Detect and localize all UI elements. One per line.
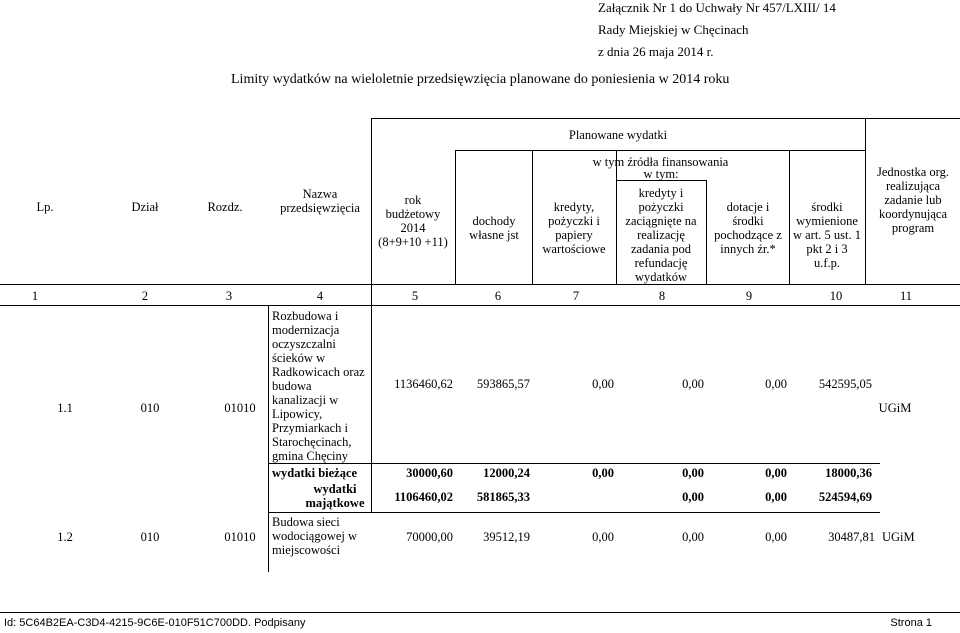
subrow-value: 12000,24 bbox=[483, 466, 530, 480]
col-header-planowane: Planowane wydatki bbox=[568, 128, 668, 142]
document-id: Id: 5C64B2EA-C3D4-4215-9C6E-010F51C700DD. Podpisany bbox=[4, 617, 306, 629]
row-value: 1136460,62 bbox=[394, 377, 453, 391]
row-jednostka: UGiM bbox=[882, 530, 915, 544]
row-lp: 1.1 bbox=[57, 401, 73, 415]
subrow-value: 0,00 bbox=[682, 490, 704, 504]
row-value: 39512,19 bbox=[483, 530, 530, 544]
row-value: 70000,00 bbox=[406, 530, 453, 544]
row-value: 0,00 bbox=[682, 530, 704, 544]
subrow-value: 30000,60 bbox=[406, 466, 453, 480]
col-header-rozdz: Rozdz. bbox=[207, 200, 243, 214]
header-line-1: Załącznik Nr 1 do Uchwały Nr 457/LXIII/ 14 bbox=[598, 0, 836, 15]
row-nazwa: Rozbudowa i modernizacja oczyszczalni ścieków w Radkowicach oraz budowa kanalizacji w Lipowicy, Przymiarkach i Starochęcinach, gmina Chęciny bbox=[272, 309, 365, 463]
row-value: 0,00 bbox=[765, 530, 787, 544]
col-number: 3 bbox=[225, 289, 233, 303]
row-nazwa: Budowa sieci wodociągowej w miejscowości bbox=[272, 515, 358, 557]
col-number: 7 bbox=[572, 289, 580, 303]
subrow-value: 18000,36 bbox=[825, 466, 872, 480]
col-number: 1 bbox=[31, 289, 39, 303]
page-title: Limity wydatków na wieloletnie przedsięwzięcia planowane do poniesienia w 2014 roku bbox=[231, 72, 730, 87]
subrow-value: 0,00 bbox=[765, 466, 787, 480]
col-header-dochody: dochody własne jst bbox=[469, 214, 519, 242]
col-header-jednostka: Jednostka org. realizująca zadanie lub koordynująca program bbox=[877, 165, 949, 235]
row-value: 30487,81 bbox=[828, 530, 875, 544]
subrow-value: 524594,69 bbox=[818, 490, 872, 504]
row-value: 593865,57 bbox=[476, 377, 530, 391]
row-rozdz: 01010 bbox=[224, 401, 256, 415]
subrow-value: 0,00 bbox=[592, 466, 614, 480]
subrow-value: 581865,33 bbox=[476, 490, 530, 504]
col-header-kredyty-refund: kredyty i pożyczki zaciągnięte na realizację zadania pod refundację wydatków bbox=[625, 186, 697, 284]
row-lp: 1.2 bbox=[57, 530, 73, 544]
col-header-w-tym: w tym: bbox=[643, 167, 679, 181]
col-header-nazwa: Nazwa przedsięwzięcia bbox=[280, 187, 360, 215]
header-line-3: z dnia 26 maja 2014 r. bbox=[598, 44, 714, 59]
col-header-dzial: Dział bbox=[131, 200, 159, 214]
header-line-2: Rady Miejskiej w Chęcinach bbox=[598, 22, 749, 37]
subrow-value: 0,00 bbox=[765, 490, 787, 504]
col-header-srodki: środki wymienione w art. 5 ust. 1 pkt 2 i 3 u.f.p. bbox=[792, 200, 862, 270]
row-value: 0,00 bbox=[682, 377, 704, 391]
col-header-rok: rok budżetowy 2014 (8+9+10 +11) bbox=[378, 193, 448, 249]
col-header-lp: Lp. bbox=[36, 200, 54, 214]
row-dzial: 010 bbox=[140, 530, 160, 544]
col-number: 5 bbox=[411, 289, 419, 303]
col-number: 4 bbox=[316, 289, 324, 303]
subrow-label: wydatki majątkowe bbox=[305, 482, 365, 510]
row-dzial: 010 bbox=[140, 401, 160, 415]
row-value: 0,00 bbox=[592, 377, 614, 391]
row-value: 542595,05 bbox=[818, 377, 872, 391]
col-number: 11 bbox=[899, 289, 913, 303]
row-value: 0,00 bbox=[592, 530, 614, 544]
col-number: 9 bbox=[745, 289, 753, 303]
col-number: 8 bbox=[658, 289, 666, 303]
col-number: 2 bbox=[141, 289, 149, 303]
row-jednostka: UGiM bbox=[878, 401, 912, 415]
col-number: 10 bbox=[829, 289, 843, 303]
page-number: Strona 1 bbox=[890, 617, 932, 629]
subrow-value: 1106460,02 bbox=[394, 490, 453, 504]
row-value: 0,00 bbox=[765, 377, 787, 391]
col-header-zrodla: w tym źródła finansowania bbox=[592, 155, 729, 169]
row-rozdz: 01010 bbox=[224, 530, 256, 544]
col-number: 6 bbox=[494, 289, 502, 303]
subrow-label: wydatki bieżące bbox=[272, 466, 358, 480]
col-header-dotacje: dotacje i środki pochodzące z innych źr.* bbox=[714, 200, 782, 256]
col-header-kredyty: kredyty, pożyczki i papiery wartościowe bbox=[542, 200, 606, 256]
subrow-value: 0,00 bbox=[682, 466, 704, 480]
